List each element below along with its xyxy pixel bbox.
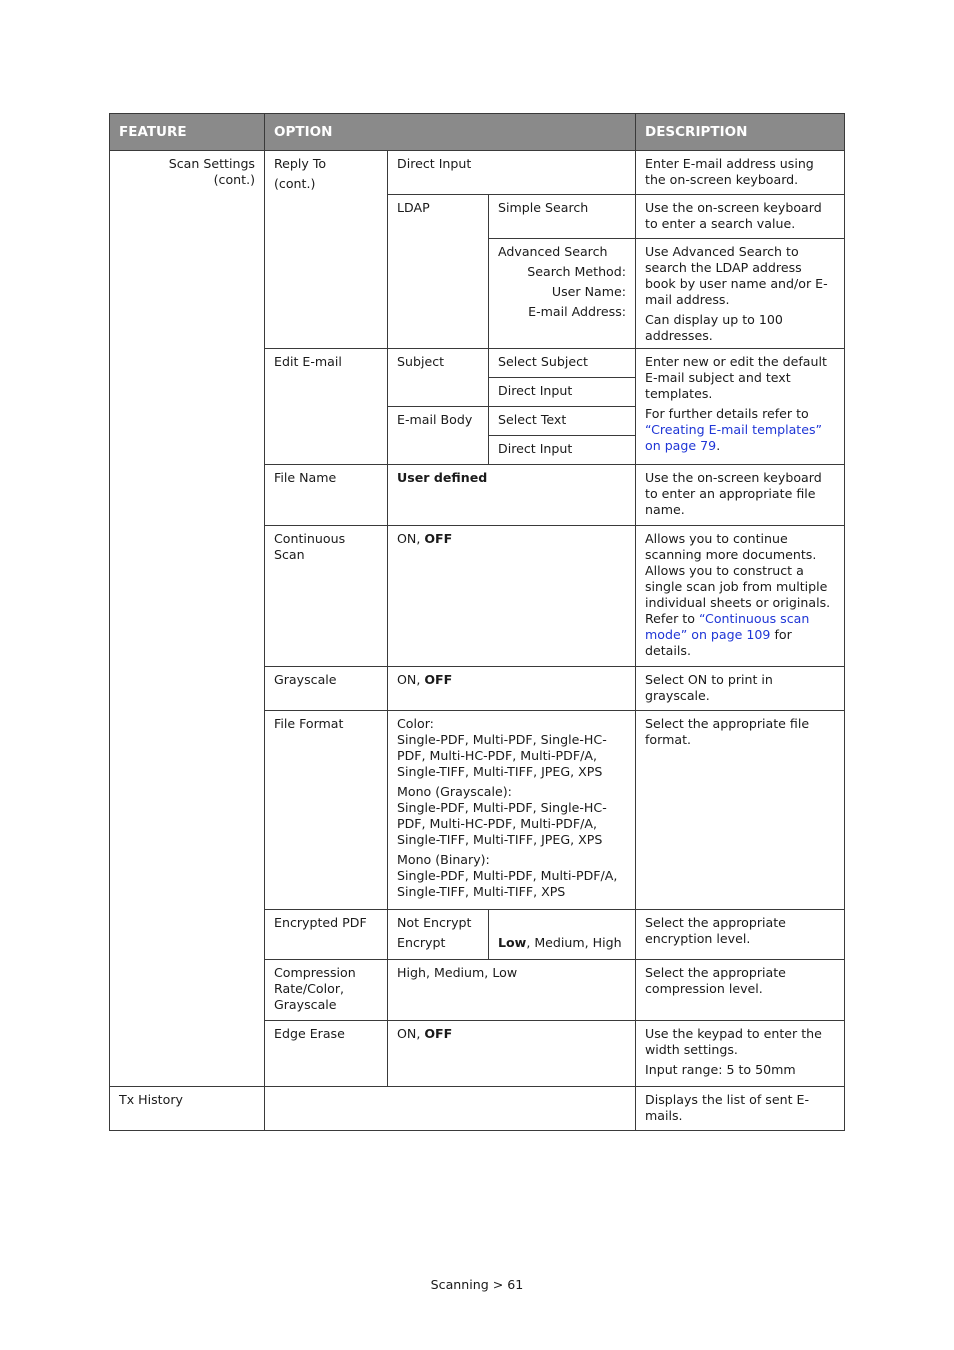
reply-to-label: Reply To	[274, 156, 327, 171]
file-format-value-cell	[387, 710, 636, 910]
continuous-scan-desc-cell	[635, 525, 845, 667]
mono-gray-label: Mono (Grayscale):	[397, 784, 512, 799]
option-file-name	[264, 464, 388, 526]
continuous-scan-desc: Allows you to continue scanning more documents. Allows you to construct a single scan job from multiple individual sheets or originals.	[645, 531, 831, 610]
body-select-text	[488, 406, 636, 436]
ldap-simple-search	[488, 194, 636, 239]
body-direct-input	[488, 435, 636, 465]
reply-to-direct-input-desc	[635, 150, 845, 195]
color-values: Single-PDF, Multi-PDF, Single-HC-PDF, Multi-HC-PDF, Multi-PDF/A, Single-TIFF, Multi-TIFF, JPEG, XPS	[397, 732, 607, 779]
header-option	[264, 113, 636, 151]
edit-email-body	[387, 406, 489, 465]
select-text-label: Select Text	[498, 412, 567, 427]
subject-direct-input	[488, 377, 636, 407]
edge-erase-value-cell	[387, 1020, 636, 1087]
edit-email-desc-cell	[635, 348, 845, 465]
file-format-desc-cell	[635, 710, 845, 910]
level-low: Low	[498, 935, 527, 950]
option-edge-erase	[264, 1020, 388, 1087]
user-name-field: User Name:	[551, 284, 626, 299]
tx-history-desc-cell	[635, 1086, 845, 1131]
email-templates-link[interactable]: “Creating E-mail templates” on page 79	[645, 422, 823, 453]
header-description-label: DESCRIPTION	[645, 124, 748, 140]
grayscale-off: OFF	[424, 672, 453, 687]
header-description	[635, 113, 845, 151]
continuous-scan-off: OFF	[424, 531, 453, 546]
body-direct-input-label: Direct Input	[498, 441, 573, 456]
simple-search-desc-cell	[635, 194, 845, 239]
advanced-search-desc-cell	[635, 238, 845, 349]
option-file-format	[264, 710, 388, 910]
grayscale-desc-cell	[635, 666, 845, 711]
edit-email-subject	[387, 348, 489, 407]
encrypted-pdf-desc-cell	[635, 909, 845, 960]
grayscale-on: ON,	[397, 672, 425, 687]
compression-value-cell	[387, 959, 636, 1021]
edge-erase-range: Input range: 5 to 50mm	[645, 1062, 796, 1077]
direct-input-desc: Enter E-mail address using the on-screen keyboard.	[645, 156, 814, 187]
file-format-desc: Select the appropriate file format.	[645, 716, 810, 747]
edge-erase-desc: Use the keypad to enter the width settings.	[645, 1026, 822, 1057]
edit-email-label: Edit E-mail	[274, 354, 342, 369]
continuous-scan-refer-prefix: Refer to	[645, 611, 699, 626]
continuous-scan-link[interactable]: “Continuous scan mode” on page 109	[645, 611, 810, 642]
advanced-search-label: Advanced Search	[498, 244, 608, 259]
compression-desc-cell	[635, 959, 845, 1021]
subject-direct-input-label: Direct Input	[498, 383, 573, 398]
mono-binary-label: Mono (Binary):	[397, 852, 490, 867]
advanced-search-desc2: Can display up to 100 addresses.	[645, 312, 783, 343]
header-option-label: OPTION	[274, 124, 333, 140]
simple-search-label: Simple Search	[498, 200, 589, 215]
compression-label: Compression Rate/Color, Grayscale	[274, 965, 356, 1012]
mono-binary-values: Single-PDF, Multi-PDF, Multi-PDF/A, Single-TIFF, Multi-TIFF, XPS	[397, 868, 618, 899]
email-body-label: E-mail Body	[397, 412, 473, 427]
file-name-label: File Name	[274, 470, 337, 485]
continuous-scan-on: ON,	[397, 531, 425, 546]
edit-email-refer-suffix: .	[716, 438, 721, 453]
encrypted-pdf-modes	[387, 909, 489, 960]
subject-select-subject	[488, 348, 636, 378]
file-name-value: User defined	[397, 470, 488, 485]
not-encrypt-label: Not Encrypt	[397, 915, 472, 930]
feature-scan-settings-label: Scan Settings	[168, 156, 255, 171]
option-compression	[264, 959, 388, 1021]
tx-history-label: Tx History	[119, 1092, 183, 1107]
encrypted-pdf-desc: Select the appropriate encryption level.	[645, 915, 786, 946]
feature-scan-settings	[109, 150, 265, 1087]
direct-input-label: Direct Input	[397, 156, 472, 171]
file-format-label: File Format	[274, 716, 344, 731]
feature-scan-settings-cont: (cont.)	[213, 172, 255, 187]
continuous-scan-refer-suffix: for details.	[645, 627, 792, 658]
reply-to-cont: (cont.)	[274, 176, 316, 191]
compression-desc: Select the appropriate compression level.	[645, 965, 786, 996]
ldap-advanced-search	[488, 238, 636, 349]
encrypted-pdf-label: Encrypted PDF	[274, 915, 367, 930]
mono-gray-values: Single-PDF, Multi-PDF, Single-HC-PDF, Multi-HC-PDF, Multi-PDF/A, Single-TIFF, Multi-TIFF, JPEG, XPS	[397, 800, 607, 847]
option-reply-to	[264, 150, 388, 349]
edit-email-refer	[645, 406, 835, 454]
encrypt-label: Encrypt	[397, 935, 446, 950]
grayscale-value-cell	[387, 666, 636, 711]
header-feature-label: FEATURE	[119, 124, 187, 140]
file-name-desc: Use the on-screen keyboard to enter an appropriate file name.	[645, 470, 822, 517]
file-name-value-cell	[387, 464, 636, 526]
edge-erase-desc-cell	[635, 1020, 845, 1087]
encrypted-pdf-levels	[488, 909, 636, 960]
grayscale-label: Grayscale	[274, 672, 337, 687]
settings-table	[109, 113, 845, 1131]
edge-erase-label: Edge Erase	[274, 1026, 345, 1041]
edge-erase-on: ON,	[397, 1026, 425, 1041]
reply-to-ldap	[387, 194, 489, 349]
option-continuous-scan	[264, 525, 388, 667]
continuous-scan-label: Continuous Scan	[274, 531, 346, 562]
tx-history-option	[264, 1086, 636, 1131]
edge-erase-off: OFF	[424, 1026, 453, 1041]
edit-email-refer-prefix: For further details refer to	[645, 406, 809, 421]
file-name-desc-cell	[635, 464, 845, 526]
option-edit-email	[264, 348, 388, 465]
simple-search-desc: Use the on-screen keyboard to enter a search value.	[645, 200, 822, 231]
ldap-label: LDAP	[397, 200, 430, 215]
page-footer: Scanning > 61	[430, 1277, 524, 1292]
advanced-search-desc: Use Advanced Search to search the LDAP address book by user name and/or E-mail address.	[645, 244, 828, 307]
reply-to-direct-input	[387, 150, 636, 195]
select-subject-label: Select Subject	[498, 354, 588, 369]
compression-value: High, Medium, Low	[397, 965, 518, 980]
color-label: Color:	[397, 716, 434, 731]
edit-email-desc: Enter new or edit the default E-mail subject and text templates.	[645, 354, 827, 401]
continuous-scan-value-cell	[387, 525, 636, 667]
tx-history-desc: Displays the list of sent E-mails.	[645, 1092, 810, 1123]
feature-tx-history	[109, 1086, 265, 1131]
search-method-field: Search Method:	[527, 264, 626, 279]
grayscale-desc: Select ON to print in grayscale.	[645, 672, 773, 703]
level-rest: , Medium, High	[526, 935, 622, 950]
subject-label: Subject	[397, 354, 445, 369]
email-address-field: E-mail Address:	[528, 304, 626, 319]
option-grayscale	[264, 666, 388, 711]
header-feature	[109, 113, 265, 151]
option-encrypted-pdf	[264, 909, 388, 960]
